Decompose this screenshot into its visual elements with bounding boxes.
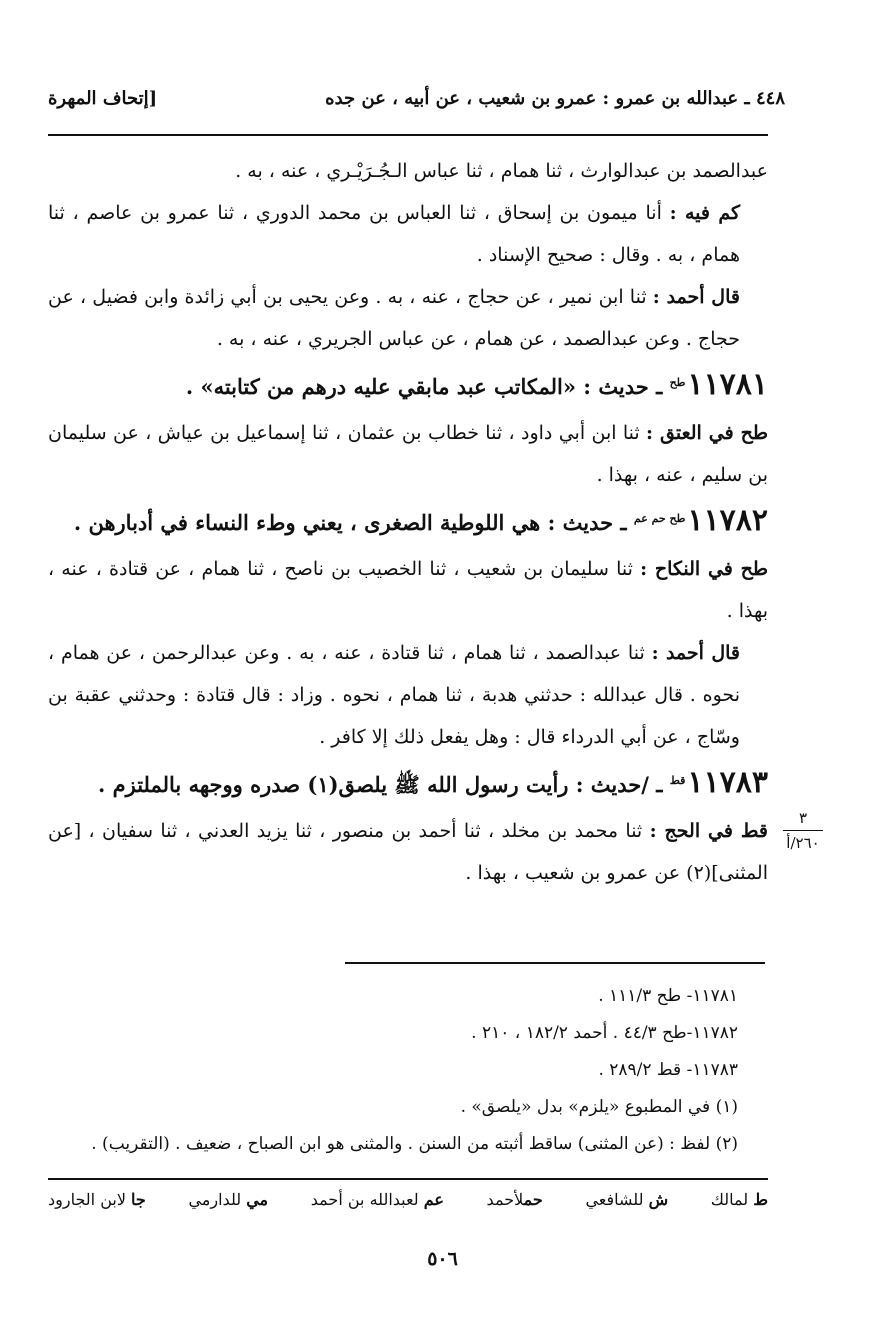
footnote: ١١٧٨٣- قط ٢٨٩/٢ . (598, 1060, 738, 1080)
siglum-code: ش (648, 1190, 669, 1209)
paragraph-text: ثنا سليمان بن شعيب ، ثنا الخصيب بن ناصح ، ثنا همام ، عن قتادة ، عنه ، بهذا . (48, 558, 768, 622)
source-label: كم فيه : (669, 202, 741, 224)
siglum-desc: للشافعي (585, 1190, 644, 1209)
page-number: ٥٠٦ (427, 1248, 458, 1270)
entry-number: ١١٧٨٣ (687, 765, 768, 800)
entry-label: ـ /حديث : (575, 772, 663, 797)
entry-label: ـ حديث : (547, 510, 627, 535)
paragraph-text: أنا ميمون بن إسحاق ، ثنا العباس بن محمد الدوري ، ثنا عمرو بن عاصم ، ثنا همام ، به . وقال : صحيح الإسناد . (48, 202, 740, 266)
entry-11781-source (48, 412, 768, 496)
siglum-code: مي (246, 1190, 269, 1209)
book-title: [إتحاف المهرة (48, 88, 158, 109)
entry-11781-heading (48, 364, 768, 412)
hadith-text: رأيت رسول الله ﷺ يلصق(١) صدره ووجهه بالملتزم . (97, 772, 576, 797)
siglum-item (711, 1190, 768, 1209)
paragraph-continuation: عبدالصمد بن عبدالوارث ، ثنا همام ، ثنا عباس الـجُـرَيْـري ، عنه ، به . (235, 160, 768, 182)
siglum-item (48, 1190, 146, 1209)
paragraph-text: ثنا محمد بن مخلد ، ثنا أحمد بن منصور ، ثنا يزيد العدني ، ثنا سفيان ، [عن المثنى](٢) عن عمرو بن شعيب ، بهذا . (48, 820, 768, 884)
hadith-text: «المكاتب عبد مابقي عليه درهم من كتابته» . (185, 374, 584, 399)
folio-rule (783, 830, 823, 831)
siglum-desc: لأحمد (486, 1190, 524, 1209)
paragraph-text: ثنا ابن نمير ، عن حجاج ، عنه ، به . وعن يحيى بن أبي زائدة وابن فضيل ، عن حجاج . وعن عبدالصمد ، عن همام ، عن عباس الجريري ، عنه ، به . (48, 286, 740, 350)
entry-number: ١١٧٨١ (687, 367, 768, 402)
paragraph-text: ثنا ابن أبي داود ، ثنا خطاب بن عثمان ، ثنا إسماعيل بن عياش ، عن سليمان بن سليم ، عنه ، بهذا . (48, 422, 768, 486)
footnotes (48, 978, 738, 1163)
page-header (48, 88, 785, 118)
manuscript-folio-note (773, 808, 833, 853)
entry-number: ١١٧٨٢ (687, 503, 768, 538)
siglum-code: عم (423, 1190, 444, 1209)
siglum-code: حم (523, 1190, 543, 1209)
footnote-rule (345, 962, 765, 964)
entry-11783-heading (48, 762, 768, 810)
siglum-item (585, 1190, 668, 1209)
paragraph-kam (48, 192, 768, 276)
hadith-text: هي اللوطية الصغرى ، يعني وطء النساء في أدبارهن . (73, 510, 548, 535)
siglum-desc: لعبدالله بن أحمد (310, 1190, 419, 1209)
siglum-item (188, 1190, 268, 1209)
siglum-item (487, 1190, 543, 1209)
source-label: قال أحمد : (651, 642, 740, 664)
entry-11782-source (48, 548, 768, 632)
entry-siglum: طح (669, 376, 686, 389)
source-label: طح في النكاح : (640, 558, 768, 580)
footnote: ١١٧٨١- طح ١١١/٣ . (598, 986, 738, 1006)
running-title: ٤٤٨ ـ عبدالله بن عمرو : عمرو بن شعيب ، عن أبيه ، عن جده (325, 88, 785, 109)
source-label: طح في العتق : (646, 422, 768, 444)
source-label: قال أحمد : (652, 286, 740, 308)
siglum-code: ط (753, 1190, 768, 1209)
entry-11783-source (48, 810, 768, 894)
main-text (48, 150, 768, 894)
footnote: ١١٧٨٢-طح ٤٤/٣ . أحمد ١٨٢/٢ ، ٢١٠ . (471, 1023, 738, 1043)
entry-label: ـ حديث : (583, 374, 663, 399)
paragraph-ahmad (48, 276, 768, 360)
entry-11782-ahmad (48, 632, 768, 758)
siglum-desc: لابن الجارود (48, 1190, 126, 1209)
sigla-legend (48, 1190, 768, 1209)
siglum-desc: للدارمي (188, 1190, 242, 1209)
siglum-desc: لمالك (710, 1190, 749, 1209)
siglum-item (311, 1190, 444, 1209)
source-label: قط في الحج : (649, 820, 768, 842)
header-rule (48, 134, 768, 136)
paragraph-text: ثنا عبدالصمد ، ثنا همام ، ثنا قتادة ، عنه ، به . وعن عبدالرحمن ، عن همام ، نحوه . قال عبدالله : حدثني هدبة ، ثنا همام ، نحوه . وزاد : قال قتادة : وحدثني عقبة بن وسّاج ، عن أبي الدرداء قال : وهل يفعل ذلك إلا كافر . (48, 642, 740, 748)
siglum-code: جا (131, 1190, 146, 1209)
footnote: (٢) لفظ : (عن المثنى) ساقط أثبته من السنن . والمثنى هو ابن الصباح ، ضعيف . (التقريب) . (91, 1134, 738, 1154)
bottom-rule (48, 1178, 768, 1180)
entry-siglum: قط (669, 774, 686, 787)
entry-11782-heading (48, 500, 768, 548)
folio-top: ٣ (798, 809, 808, 827)
footnote: (١) في المطبوع «يلزم» بدل «يلصق» . (460, 1097, 738, 1117)
folio-bottom: ٢٦٠/أ (786, 834, 820, 852)
entry-siglum: طح حم عم (633, 512, 686, 525)
